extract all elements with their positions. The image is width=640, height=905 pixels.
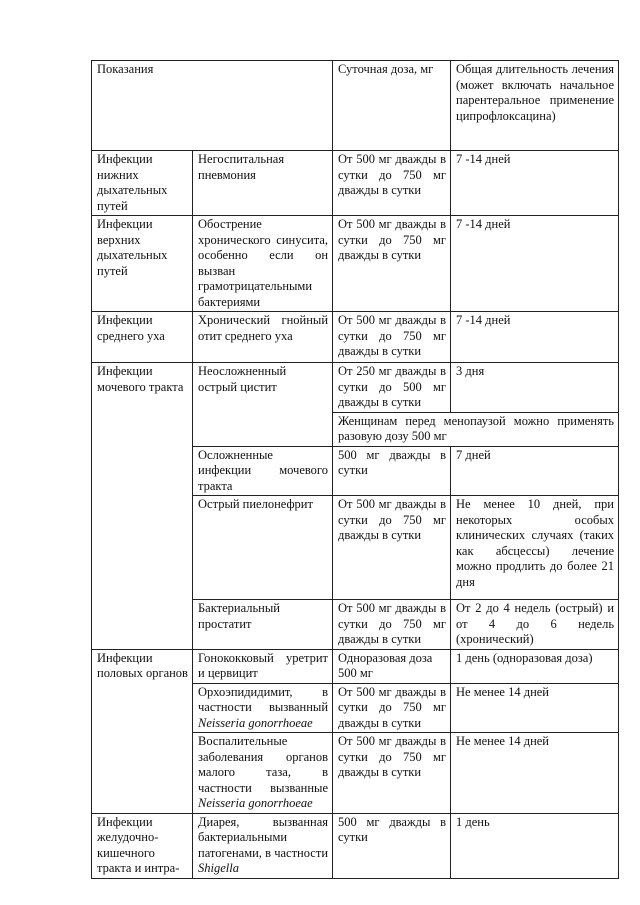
pathogen-name: Shigella bbox=[198, 861, 239, 875]
condition-cell: Хронический гнойный отит среднего уха bbox=[193, 312, 333, 363]
condition-cell bbox=[193, 813, 333, 878]
duration-cell: 1 день (одноразовая доза) bbox=[451, 649, 619, 683]
group-name: Инфекции желудочно-кишечного тракта и интра- bbox=[92, 813, 193, 878]
condition-cell: Острый пиелонефрит bbox=[193, 496, 333, 600]
condition-cell: Неосложненный острый цистит bbox=[193, 363, 333, 447]
condition-cell: Бактериальный простатит bbox=[193, 600, 333, 650]
table-row bbox=[92, 216, 619, 312]
table-row bbox=[92, 151, 619, 216]
dose-cell: 500 мг дважды в сутки bbox=[333, 446, 451, 496]
duration-cell: 7 дней bbox=[451, 446, 619, 496]
group-name: Инфекции нижних дыхательных путей bbox=[92, 151, 193, 216]
condition-text: Воспалительные заболевания органов малого таза, в частности вызванные bbox=[198, 734, 329, 795]
condition-text: Диарея, вызванная бактериальными патогенами, в частности bbox=[198, 814, 329, 860]
group-name: Инфекции половых органов bbox=[92, 649, 193, 813]
duration-cell: Не менее 14 дней bbox=[451, 683, 619, 733]
dose-cell: От 500 мг дважды в сутки до 750 мг дважды в сутки bbox=[333, 151, 451, 216]
duration-cell: 7 -14 дней bbox=[451, 312, 619, 363]
dose-cell: От 250 мг дважды в сутки до 500 мг дважды в сутки bbox=[333, 363, 451, 413]
header-duration: Общая длительность лечения (может включать начальное парентеральное применение ципрофлоксацина) bbox=[451, 61, 619, 151]
table-row bbox=[92, 649, 619, 683]
condition-cell: Обострение хронического синусита, особенно если он вызван грамотрицательными бактериями bbox=[193, 216, 333, 312]
duration-cell: От 2 до 4 недель (острый) и от 4 до 6 недель (хронический) bbox=[451, 600, 619, 650]
duration-cell: Не менее 10 дней, при некоторых особых клинических случаях (таких как абсцессы) лечение можно продлить до более 21 дня bbox=[451, 496, 619, 600]
dose-cell: 500 мг дважды в сутки bbox=[333, 813, 451, 878]
condition-cell bbox=[193, 733, 333, 814]
table-row bbox=[92, 363, 619, 413]
condition-cell bbox=[193, 683, 333, 733]
dose-cell: От 500 мг дважды в сутки до 750 мг дважды в сутки bbox=[333, 733, 451, 814]
group-name: Инфекции среднего уха bbox=[92, 312, 193, 363]
pathogen-name: Neisseria gonorrhoeae bbox=[198, 796, 313, 810]
duration-cell: Не менее 14 дней bbox=[451, 733, 619, 814]
dosage-table bbox=[91, 60, 619, 879]
header-daily-dose: Суточная доза, мг bbox=[333, 61, 451, 151]
duration-cell: 3 дня bbox=[451, 363, 619, 413]
pathogen-name: Neisseria gonorrhoeae bbox=[198, 715, 313, 730]
duration-cell: 7 -14 дней bbox=[451, 216, 619, 312]
dose-cell: От 500 мг дважды в сутки до 750 мг дважды в сутки bbox=[333, 312, 451, 363]
table-row bbox=[92, 312, 619, 363]
dose-cell: От 500 мг дважды в сутки до 750 мг дважды в сутки bbox=[333, 496, 451, 600]
dose-cell: От 500 мг дважды в сутки до 750 мг дважды в сутки bbox=[333, 600, 451, 650]
dose-cell: Одноразовая доза 500 мг bbox=[333, 649, 451, 683]
header-indications: Показания bbox=[92, 61, 333, 151]
condition-cell: Осложненные инфекции мочевого тракта bbox=[193, 446, 333, 496]
group-name: Инфекции верхних дыхательных путей bbox=[92, 216, 193, 312]
group-name: Инфекции мочевого тракта bbox=[92, 363, 193, 650]
dose-cell: От 500 мг дважды в сутки до 750 мг дважды в сутки bbox=[333, 683, 451, 733]
dose-cell: От 500 мг дважды в сутки до 750 мг дважды в сутки bbox=[333, 216, 451, 312]
condition-text: Орхоэпидидимит, в частности вызванный bbox=[198, 684, 329, 714]
table-row bbox=[92, 813, 619, 878]
condition-cell: Гонококковый уретрит и цервицит bbox=[193, 649, 333, 683]
table-header-row bbox=[92, 61, 619, 151]
duration-cell: 7 -14 дней bbox=[451, 151, 619, 216]
dose-note-cell: Женщинам перед менопаузой можно применять разовую дозу 500 мг bbox=[333, 412, 619, 446]
duration-cell: 1 день bbox=[451, 813, 619, 878]
condition-cell: Негоспитальная пневмония bbox=[193, 151, 333, 216]
